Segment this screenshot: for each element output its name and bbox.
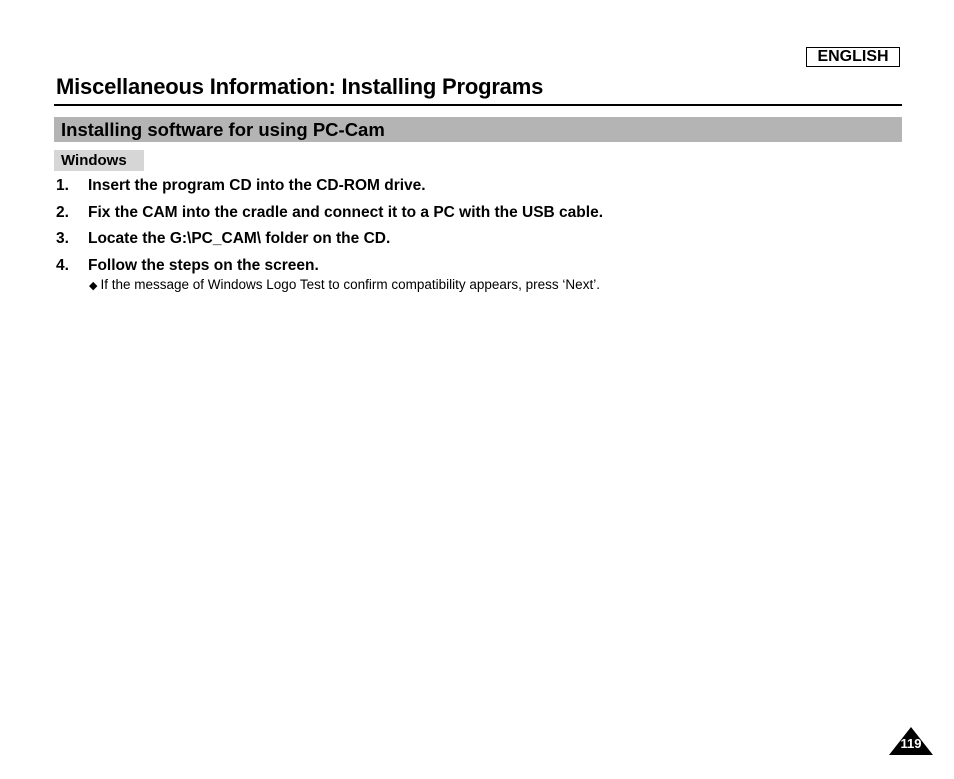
step-number: 4.: [56, 256, 69, 274]
section-header-bar: [54, 117, 902, 142]
step-text: Locate the G:\PC_CAM\ folder on the CD.: [88, 230, 391, 247]
page-number-badge: [889, 727, 933, 755]
title-divider: [54, 104, 902, 106]
page-title: Miscellaneous Information: Installing Programs: [56, 74, 544, 99]
note-text: If the message of Windows Logo Test to confirm compatibility appears, press ‘Next’.: [100, 277, 600, 292]
step-item: [56, 203, 896, 230]
step-number: 3.: [56, 230, 69, 247]
diamond-bullet-icon: ◆: [89, 280, 98, 292]
os-subheading-tab: [54, 150, 144, 171]
language-badge: ENGLISH: [806, 47, 900, 67]
step-item: [56, 229, 896, 256]
step-note: [89, 276, 600, 295]
step-item: [56, 176, 896, 203]
step-text: Insert the program CD into the CD-ROM drive.: [88, 177, 426, 194]
page-number: 119: [900, 736, 922, 751]
step-text: Fix the CAM into the cradle and connect it to a PC with the USB cable.: [88, 203, 604, 221]
installation-steps-list: [56, 176, 896, 282]
step-number: 1.: [56, 177, 69, 194]
os-subheading-label: Windows: [61, 152, 127, 169]
step-text: Follow the steps on the screen.: [88, 256, 319, 274]
section-title: Installing software for using PC-Cam: [61, 119, 385, 140]
step-number: 2.: [56, 203, 69, 221]
